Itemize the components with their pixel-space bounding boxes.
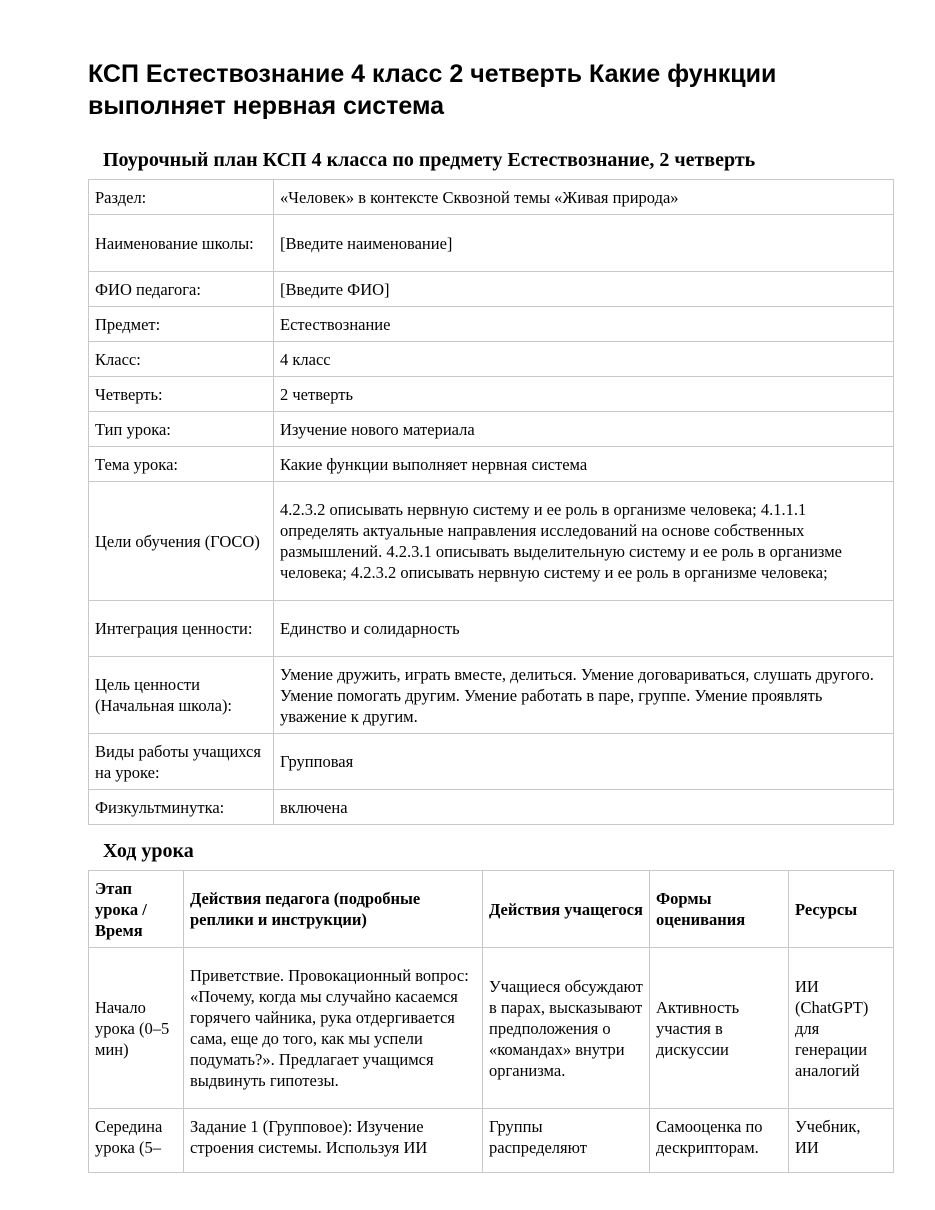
- table-row: [89, 377, 894, 412]
- info-label: Цели обучения (ГОСО): [89, 482, 274, 601]
- info-value: Естествознание: [274, 307, 894, 342]
- header-assessment: Формы оценивания: [650, 871, 789, 948]
- resources-cell: Учебник, ИИ: [789, 1109, 894, 1173]
- info-label: Четверть:: [89, 377, 274, 412]
- info-value: Какие функции выполняет нервная система: [274, 447, 894, 482]
- info-value: 4.2.3.2 описывать нервную систему и ее роль в организме человека; 4.1.1.1 определять актуальные направления исследований на основе собственных размышлений. 4.2.3.1 описывать выделительную систему и ее роль в организме человека; 4.2.3.2 описывать нервную систему и ее роль в организме человека;: [274, 482, 894, 601]
- info-value: Единство и солидарность: [274, 601, 894, 657]
- info-value: 2 четверть: [274, 377, 894, 412]
- info-value: включена: [274, 790, 894, 825]
- table-row: [89, 657, 894, 734]
- lesson-info-table: [88, 179, 894, 825]
- table-row: [89, 272, 894, 307]
- info-label: Тема урока:: [89, 447, 274, 482]
- teacher-actions-cell: Приветствие. Провокационный вопрос: «Почему, когда мы случайно касаемся горячего чайника, рука отдергивается сама, еще до того, как мы успели подумать?». Предлагает учащимся выдвинуть гипотезы.: [184, 948, 483, 1109]
- table-row: [89, 948, 894, 1109]
- table-row: [89, 447, 894, 482]
- info-value: Изучение нового материала: [274, 412, 894, 447]
- table-row: [89, 215, 894, 272]
- document-title: КСП Естествознание 4 класс 2 четверть Какие функции выполняет нервная система: [88, 60, 777, 120]
- plan-heading: Поурочный план КСП 4 класса по предмету Естествознание, 2 четверть: [103, 149, 756, 171]
- info-label: Интеграция ценности:: [89, 601, 274, 657]
- info-value: «Человек» в контексте Сквозной темы «Живая природа»: [274, 180, 894, 215]
- table-row: [89, 180, 894, 215]
- student-actions-cell: Группы распределяют: [483, 1109, 650, 1173]
- info-label: Класс:: [89, 342, 274, 377]
- teacher-actions-cell: Задание 1 (Групповое): Изучение строения системы. Используя ИИ: [184, 1109, 483, 1173]
- table-row: [89, 412, 894, 447]
- info-label: Физкультминутка:: [89, 790, 274, 825]
- resources-cell: ИИ (ChatGPT) для генерации аналогий: [789, 948, 894, 1109]
- assessment-cell: Самооценка по дескрипторам.: [650, 1109, 789, 1173]
- assessment-cell: Активность участия в дискуссии: [650, 948, 789, 1109]
- table-row: [89, 1109, 894, 1173]
- table-row: [89, 790, 894, 825]
- info-label: Цель ценности (Начальная школа):: [89, 657, 274, 734]
- table-row: [89, 601, 894, 657]
- table-row: [89, 734, 894, 790]
- header-student-actions: Действия учащегося: [483, 871, 650, 948]
- info-value: Умение дружить, играть вместе, делиться. Умение договариваться, слушать другого. Умение помогать другим. Умение работать в паре, группе. Умение проявлять уважение к другим.: [274, 657, 894, 734]
- lesson-flow-table: [88, 870, 894, 1173]
- info-label: Тип урока:: [89, 412, 274, 447]
- info-value: Групповая: [274, 734, 894, 790]
- table-row: [89, 342, 894, 377]
- header-teacher-actions: Действия педагога (подробные реплики и инструкции): [184, 871, 483, 948]
- info-value: [Введите наименование]: [274, 215, 894, 272]
- header-resources: Ресурсы: [789, 871, 894, 948]
- lesson-flow-heading: Ход урока: [103, 840, 194, 862]
- table-header-row: [89, 871, 894, 948]
- info-value: [Введите ФИО]: [274, 272, 894, 307]
- table-row: [89, 307, 894, 342]
- info-label: Предмет:: [89, 307, 274, 342]
- student-actions-cell: Учащиеся обсуждают в парах, высказывают предположения о «командах» внутри организма.: [483, 948, 650, 1109]
- info-label: ФИО педагога:: [89, 272, 274, 307]
- info-label: Виды работы учащихся на уроке:: [89, 734, 274, 790]
- info-value: 4 класс: [274, 342, 894, 377]
- info-label: Раздел:: [89, 180, 274, 215]
- stage-cell: Середина урока (5–: [89, 1109, 184, 1173]
- table-row: [89, 482, 894, 601]
- info-label: Наименование школы:: [89, 215, 274, 272]
- header-stage: Этап урока / Время: [89, 871, 184, 948]
- stage-cell: Начало урока (0–5 мин): [89, 948, 184, 1109]
